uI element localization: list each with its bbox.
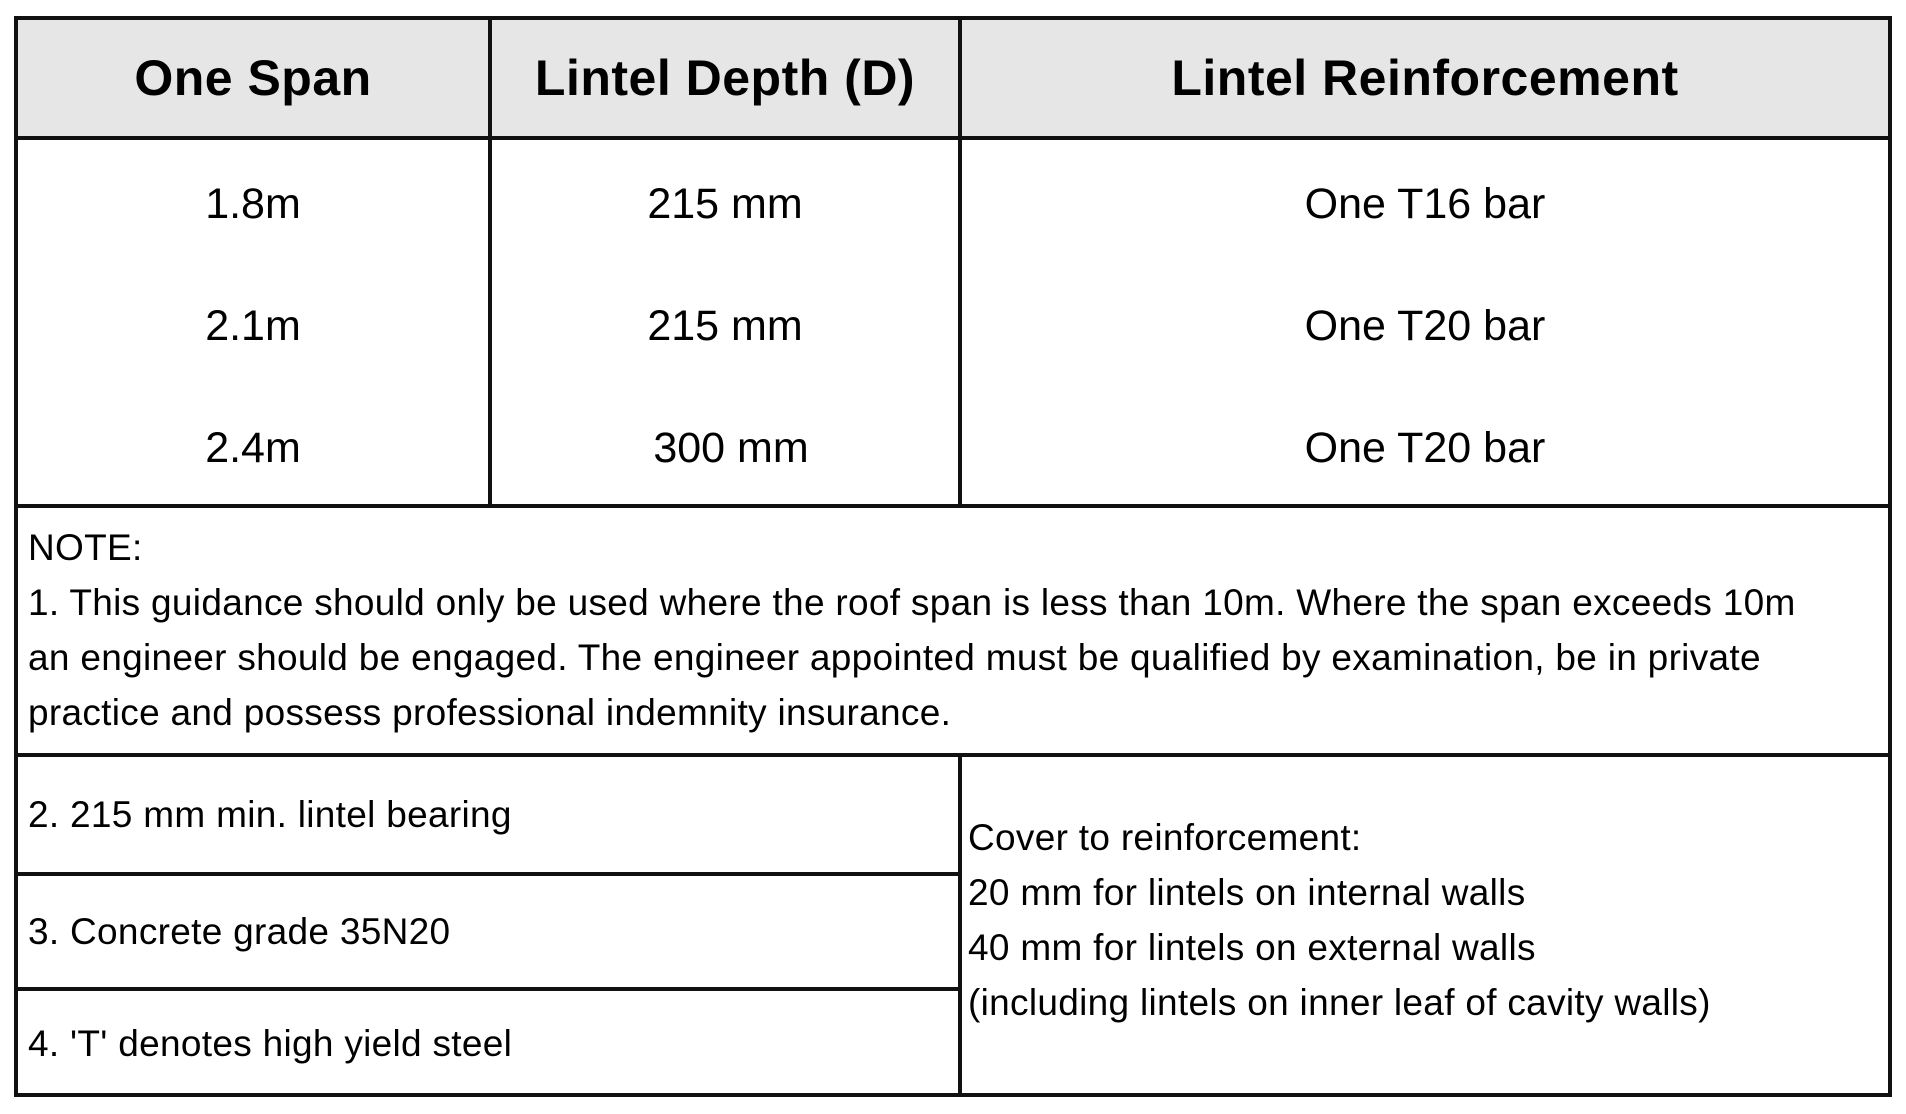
note-line: practice and possess professional indemnity insurance. <box>28 692 952 733</box>
depth-cell: 300 mm <box>653 423 809 472</box>
cover-line: 40 mm for lintels on external walls <box>968 927 1536 968</box>
header-lintel-reinforcement: Lintel Reinforcement <box>1171 50 1679 106</box>
reinforcement-cell: One T16 bar <box>1304 179 1546 228</box>
bottom-column-divider <box>958 753 962 1097</box>
cover-line: (including lintels on inner leaf of cavity walls) <box>968 982 1711 1023</box>
span-cell: 2.4m <box>205 423 301 472</box>
cover-line: 20 mm for lintels on internal walls <box>968 872 1526 913</box>
reinforcement-cell: One T20 bar <box>1304 301 1546 350</box>
bearing-note: 2. 215 mm min. lintel bearing <box>28 793 512 835</box>
cover-title: Cover to reinforcement: <box>968 817 1362 858</box>
table-header-row <box>18 20 1888 140</box>
reinforcement-cell: One T20 bar <box>1304 423 1546 472</box>
steel-note: 4. 'T' denotes high yield steel <box>28 1023 513 1064</box>
header-lintel-depth: Lintel Depth (D) <box>534 50 916 106</box>
cover-block <box>968 810 1711 1030</box>
depth-cell: 215 mm <box>647 301 803 350</box>
note-line: an engineer should be engaged. The engineer appointed must be qualified by examination, be in private <box>28 637 1761 678</box>
concrete-grade-note: 3. Concrete grade 35N20 <box>28 910 451 952</box>
note-heading: NOTE: <box>28 527 143 568</box>
note-line: 1. This guidance should only be used where the roof span is less than 10m. Where the span exceeds 10m <box>28 582 1796 623</box>
header-one-span: One Span <box>134 50 372 106</box>
span-cell: 2.1m <box>205 301 301 350</box>
note-block <box>28 520 1878 740</box>
span-cell: 1.8m <box>205 179 301 228</box>
depth-cell: 215 mm <box>647 179 803 228</box>
row-divider <box>18 504 1888 508</box>
lintel-guidance-table <box>14 16 1892 1097</box>
